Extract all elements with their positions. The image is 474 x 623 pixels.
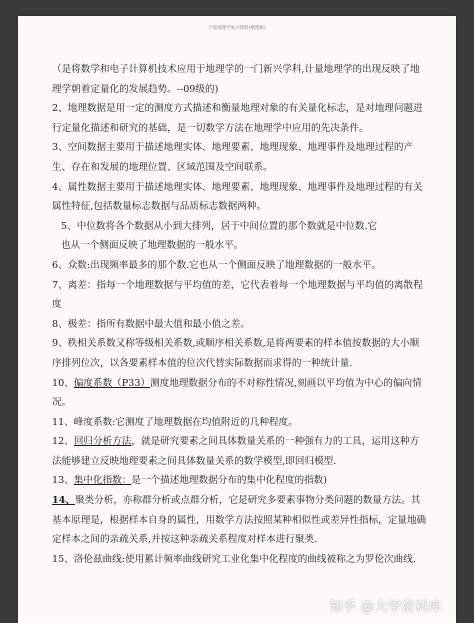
paragraph-13-number: 13、 [52,475,74,487]
skewness-term: 偏度系数（P33） [73,377,151,389]
paragraph-10-text: 测度地理数据分布的不对称性情况,刻画以平均值为中心的偏向情况。 [52,377,422,409]
paragraph-2: 2、地理数据是用一定的测度方式描述和衡量地理对象的有关量化标志，是对地理问题进行定量化描述和研究的基础，是一切数学方法在地理学中应用的先决条件。 [52,103,423,134]
paragraph-13 [52,471,428,491]
paragraph-8: 8、极差：指所有数据中最大值和最小值之差。 [52,318,250,330]
paragraph-12-text: ，就是研究要素之间具体数量关系的一种强有力的工具，运用这种方法能够建立反映地理要素之间具体数量关系的数学模型,即回归模型. [52,436,420,467]
paragraph-5b: 也从一个侧面反映了地理数据的一般水平。 [61,240,244,252]
paragraph-11: 11、峰度系数:它测度了地理数据在均值附近的几种程度。 [52,416,298,428]
paragraph-14 [52,491,428,550]
paragraph-7: 7、离差：指每一个地理数据与平均值的差，它代表着每一个地理数据与平均值的离散程度 [52,279,423,311]
paragraph-intro: （是将数学和电子计算机技术应用于地理学的一门新兴学科,计量地理学的出现反映了地理学朝着定量化的发展趋势。--09级的) [52,64,420,95]
paragraph-9: 9、秩相关系数又称等级相关系数,或顺序相关系数,是将两要素的样本值按数据的大小顺序排列位次，以各要素样本值的位次代替实际数据而求得的一种统计量. [52,338,420,369]
watermark: 知乎 @大学资料库 [329,600,442,615]
paragraph-12 [52,432,428,471]
document-page [18,16,456,623]
paragraph-3: 3、空间数据主要用于描述地理实体、地理要素、地理现象、地理事件及地理过程的产生、存在和发展的地理位置、区域范围及空间联系。 [52,142,414,173]
paragraph-12-number: 12、 [52,436,74,448]
paragraph-4: 4、属性数据主要用于描述地理实体、地理要素、地理现象、地理事件及地理过程的有关属性特征,包括数量标志数据与品质标志数据两种。 [52,181,423,213]
paragraph-10-number: 10、 [52,377,74,389]
paragraph-14-text: 聚类分析，亦称群分析或点群分析，它是研究多要素事物分类问题的数量方法。其基本原理是，根据样本自身的属性，用数学方法按照某种相似性或差异性指标，定量地确定样本之间的亲疏关系,并按这种亲疏关系程度对样本进行聚类. [52,495,427,546]
paragraph-13-text: 是一个描述地理数据分布的集中化程度的指数) [131,475,327,487]
paragraph-14-number: 14、 [52,495,75,507]
paragraph-6: 6、众数:出现频率最多的那个数.它也从一个侧面反映了地理数据的一般水平。 [52,259,381,271]
document-body [52,60,428,569]
paragraph-10 [52,374,428,413]
paragraph-15: 15、洛伦兹曲线:使用累计频率曲线研究工业化集中化程度的曲线被称之为罗伦次曲线. [52,553,416,565]
concentration-term: 集中化指数： [73,475,132,487]
paragraph-5a: 5、中位数将各个数据从小到大排列，居于中间位置的那个数就是中位数.它 [61,220,378,232]
page-header: 计量地理学复习资料(整理版) [208,26,266,31]
regression-term: 回归分析方法 [73,436,132,448]
